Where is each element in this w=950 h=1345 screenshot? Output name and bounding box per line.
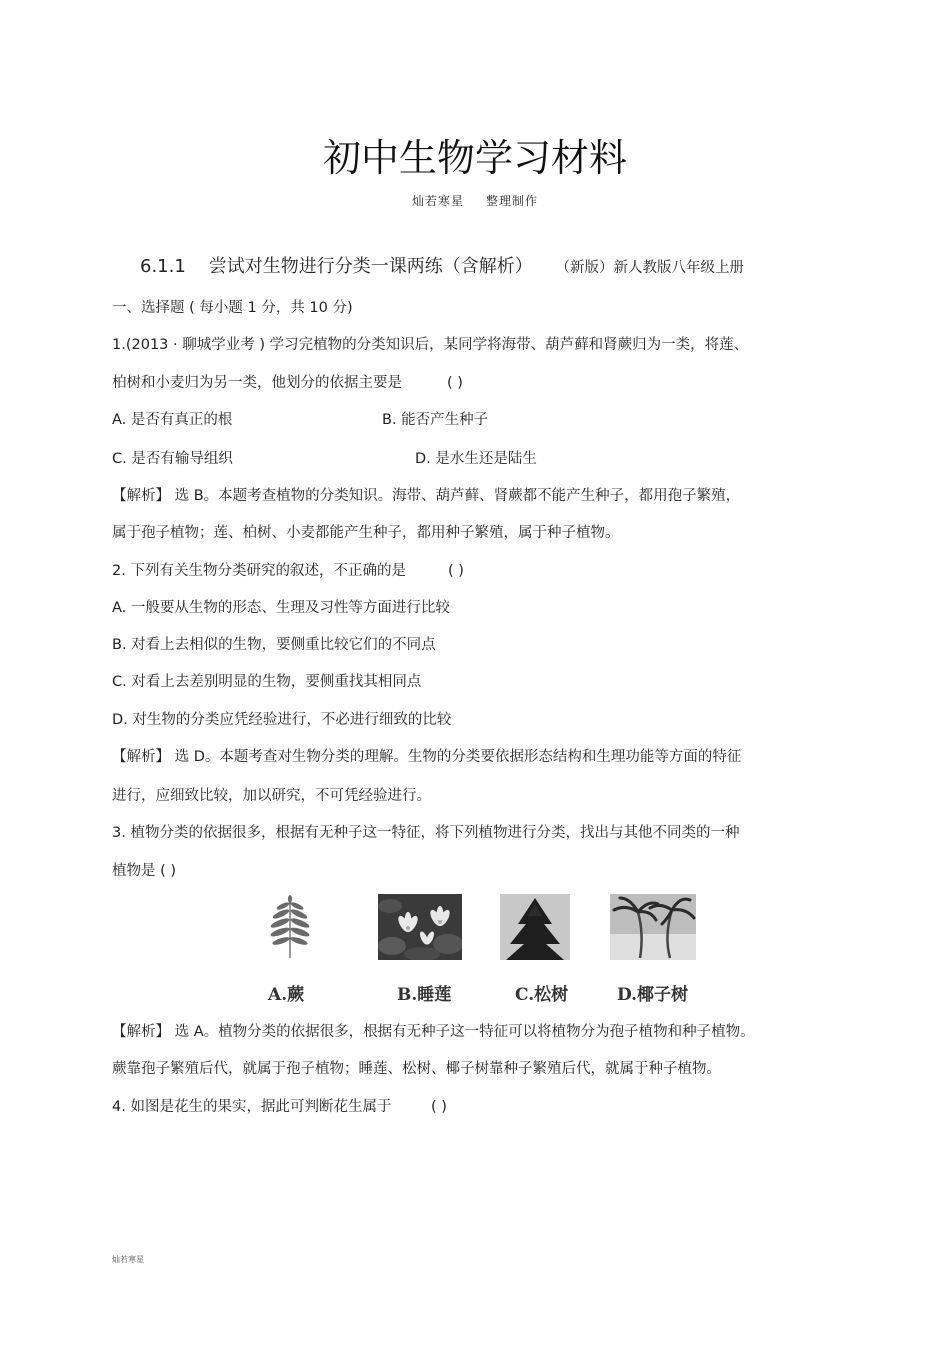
q1-option-a: A. 是否有真正的根	[112, 412, 233, 428]
q2-option-c: C. 对看上去差别明显的生物，要侧重找其相同点	[112, 674, 422, 690]
q1-analysis-line1: 【解析】 选 B。本题考查植物的分类知识。海带、葫芦藓、肾蕨都不能产生种子，都用孢子繁殖，	[112, 488, 741, 504]
q2-answer-bracket: ( )	[448, 563, 464, 579]
q1-analysis-line2: 属于孢子植物；莲、柏树、小麦都能产生种子，都用种子繁殖，属于种子植物。	[112, 525, 620, 541]
q2-option-b: B. 对看上去相似的生物，要侧重比较它们的不同点	[112, 637, 436, 653]
lesson-edition: （新版）新人教版八年级上册	[562, 260, 744, 276]
q1-stem-line2: 柏树和小麦归为另一类，他划分的依据主要是	[112, 375, 402, 391]
caption-fern: A.蕨	[268, 985, 305, 1005]
coconut-palm-image	[610, 894, 696, 960]
q3-analysis-line2: 蕨靠孢子繁殖后代，就属于孢子植物；睡莲、松树、椰子树靠种子繁殖后代，就属于种子植物。	[112, 1061, 721, 1077]
lesson-name: 尝试对生物进行分类一课两练（含解析）	[208, 256, 533, 277]
q4-stem: 4. 如图是花生的果实，据此可判断花生属于	[112, 1099, 392, 1115]
section-heading: 一、选择题 ( 每小题 1 分，共 10 分)	[112, 300, 353, 316]
lesson-heading	[140, 255, 744, 280]
q2-analysis-line1: 【解析】 选 D。本题考查对生物分类的理解。生物的分类要依据形态结构和生理功能等方面的特征	[112, 749, 742, 765]
q1-stem-line1: 1.(2013 · 聊城学业考 ) 学习完植物的分类知识后，某同学将海带、葫芦藓和肾蕨归为一类，将莲、	[112, 337, 749, 353]
plant-figure	[0, 894, 950, 1006]
page-footer: 灿若寒星	[112, 1255, 144, 1264]
credit-line	[0, 192, 950, 209]
q1-option-d: D. 是水生还是陆生	[415, 451, 537, 467]
q2-option-d: D. 对生物的分类应凭经验进行，不必进行细致的比较	[112, 712, 452, 728]
credit-role: 整理制作	[486, 194, 539, 208]
caption-coconut-palm: D.椰子树	[617, 985, 689, 1005]
q1-option-c: C. 是否有输导组织	[112, 451, 233, 467]
q2-analysis-line2: 进行，应细致比较，加以研究，不可凭经验进行。	[112, 788, 431, 804]
pine-tree-image	[500, 894, 570, 960]
q2-stem: 2. 下列有关生物分类研究的叙述，不正确的是	[112, 563, 406, 579]
credit-name: 灿若寒星	[411, 194, 464, 208]
water-lily-image	[378, 894, 462, 960]
fern-image	[268, 894, 312, 960]
q3-stem-line2: 植物是 ( )	[112, 863, 177, 879]
caption-water-lily: B.睡莲	[397, 985, 452, 1005]
q4-answer-bracket: ( )	[431, 1099, 447, 1115]
q3-analysis-line1: 【解析】 选 A。植物分类的依据很多，根据有无种子这一特征可以将植物分为孢子植物和种子植物。	[112, 1024, 755, 1040]
q2-option-a: A. 一般要从生物的形态、生理及习性等方面进行比较	[112, 600, 450, 616]
lesson-number: 6.1.1	[140, 256, 186, 277]
q1-option-b: B. 能否产生种子	[382, 412, 489, 428]
page-title: 初中生物学习材料	[322, 136, 627, 180]
caption-pine-tree: C.松树	[515, 985, 569, 1005]
q3-stem-line1: 3. 植物分类的依据很多，根据有无种子这一特征，将下列植物进行分类，找出与其他不同类的一种	[112, 825, 740, 841]
q1-answer-bracket: ( )	[447, 375, 463, 391]
